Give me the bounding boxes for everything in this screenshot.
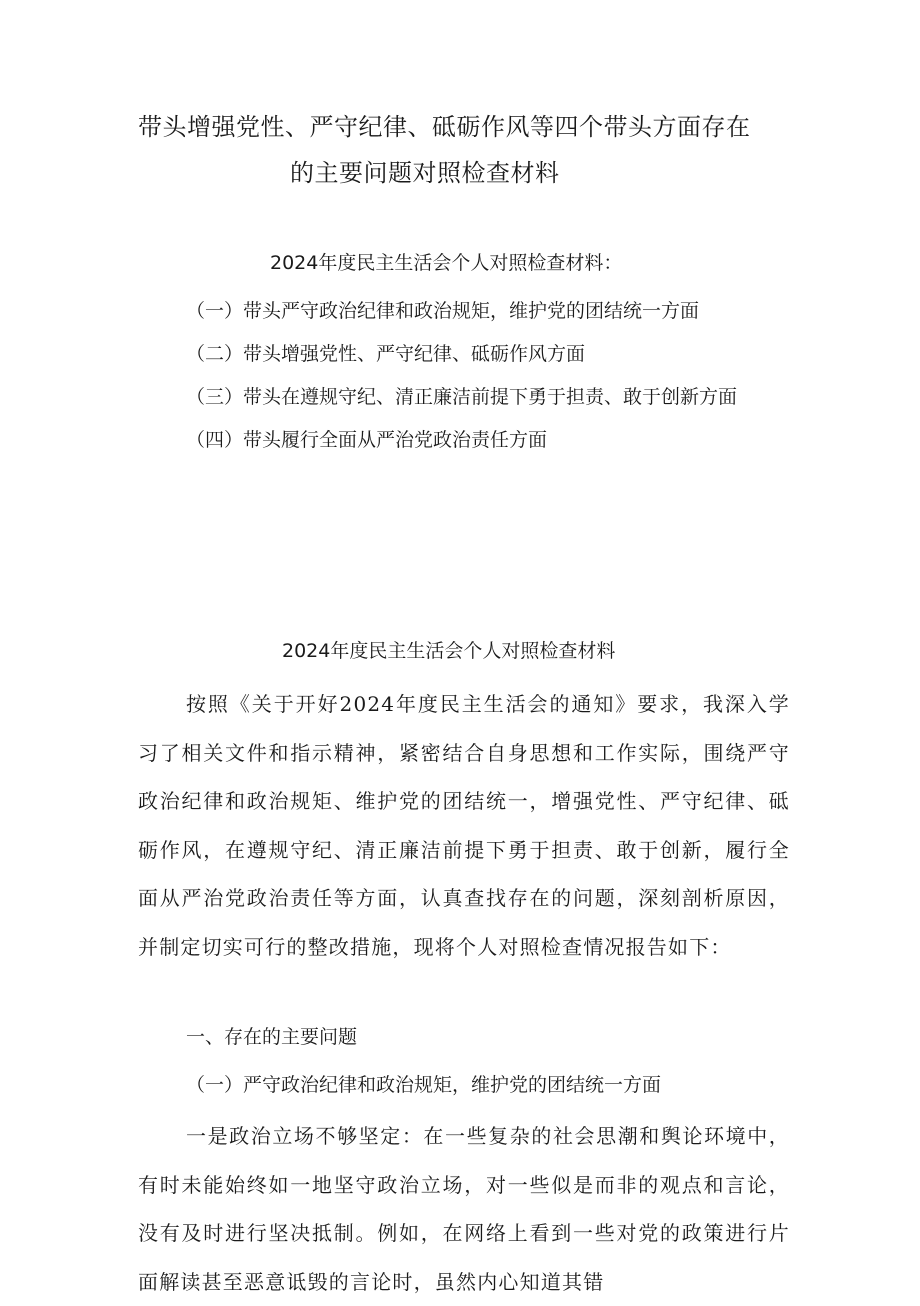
toc-item: （三）带头在遵规守纪、清正廉洁前提下勇于担责、敢于创新方面	[186, 386, 738, 408]
intro-paragraph: 按照《关于开好2024年度民主生活会的通知》要求，我深入学习了相关文件和指示精神，紧密结合自身思想和工作实际，围绕严守政治纪律和政治规矩、维护党的团结统一，增强党性、严守纪律、砥砺作风，在遵规守纪、清正廉洁前提下勇于担责、敢于创新，履行全面从严治党政治责任等方面，认真查找存在的问题，深刻剖析原因，并制定切实可行的整改措施，现将个人对照检查情况报告如下：	[138, 692, 790, 959]
toc-heading: 2024年度民主生活会个人对照检查材料：	[270, 252, 623, 274]
section-heading: 一、存在的主要问题	[186, 1026, 358, 1048]
document-title	[138, 104, 798, 196]
toc-item: （一）带头严守政治纪律和政治规矩，维护党的团结统一方面	[186, 300, 700, 322]
report-heading: 2024年度民主生活会个人对照检查材料	[282, 640, 616, 662]
toc-item: （四）带头履行全面从严治党政治责任方面	[186, 429, 548, 451]
sub-heading: （一）严守政治纪律和政治规矩，维护党的团结统一方面	[186, 1074, 662, 1096]
toc-item: （二）带头增强党性、严守纪律、砥砺作风方面	[186, 343, 586, 365]
intro-section	[138, 680, 790, 972]
document-title-line-2: 的主要问题对照检查材料	[290, 159, 560, 187]
problem-paragraph: 一是政治立场不够坚定：在一些复杂的社会思潮和舆论环境中，有时未能始终如一地坚守政治立场，对一些似是而非的观点和言论，没有及时进行坚决抵制。例如，在网络上看到一些对党的政策进行片面解读甚至恶意诋毁的言论时，虽然内心知道其错	[138, 1124, 790, 1294]
document-title-line-1: 带头增强党性、严守纪律、砥砺作风等四个带头方面存在	[138, 113, 751, 141]
toc-list	[138, 296, 798, 468]
problem-section	[138, 1112, 790, 1306]
